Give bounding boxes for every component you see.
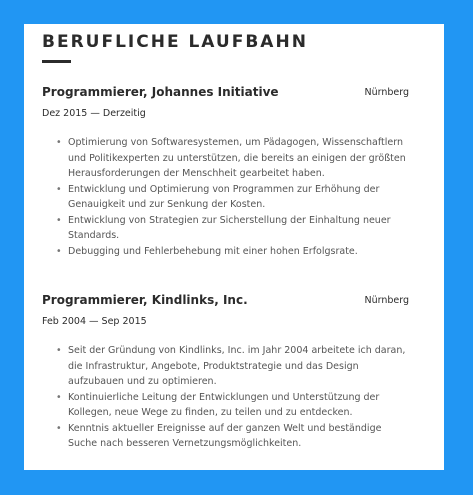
bullet-dot-icon: •: [56, 245, 62, 257]
job-bullet-text: Seit der Gründung von Kindlinks, Inc. im Jahr 2004 arbeitete ich daran, die Infrastruktur, Angebote, Produktstrategie und das Design aufzubauen und zu optimieren.: [68, 345, 406, 387]
job-location: Nürnberg: [364, 87, 409, 98]
bullet-dot-icon: •: [56, 137, 62, 148]
job-bullet: [56, 244, 409, 260]
job-bullet: [56, 421, 409, 452]
section-title: BERUFLICHE LAUFBAHN: [42, 32, 308, 52]
job-bullet-text: Entwicklung und Optimierung von Programmen zur Erhöhung der Genauigkeit und zur Senkung der Kosten.: [68, 183, 380, 210]
job-bullet: [56, 213, 409, 244]
job-header: [42, 85, 409, 103]
job-title: Programmierer, Kindlinks, Inc.: [42, 293, 248, 307]
job-bullet: [56, 182, 409, 213]
job-bullet: [56, 135, 409, 182]
bullet-dot-icon: •: [56, 183, 62, 195]
job-bullet-text: Kontinuierliche Leitung der Entwicklungen und Unterstützung der Kollegen, neue Wege zu finden, zu teilen und zu entdecken.: [68, 391, 380, 418]
resume-section-card: [24, 24, 444, 470]
bullet-dot-icon: •: [56, 422, 62, 434]
job-bullet: [56, 343, 409, 390]
bullet-dot-icon: •: [56, 214, 62, 226]
job-bullet-text: Debugging und Fehlerbehebung mit einer hohen Erfolgsrate.: [68, 245, 358, 257]
bullet-dot-icon: •: [56, 391, 62, 403]
job-bullet-text: Entwicklung von Strategien zur Sicherstellung der Einhaltung neuer Standards.: [68, 214, 391, 241]
job-dates: Feb 2004 — Sep 2015: [42, 316, 147, 327]
job-bullet-list: [42, 135, 409, 259]
job-title: Programmierer, Johannes Initiative: [42, 85, 279, 99]
job-entry: [42, 85, 409, 259]
job-bullet-text: Optimierung von Softwaresystemen, um Pädagogen, Wissenschaftlern und Politikexperten zu unterstützen, die bereits an einigen der größten Herausforderungen der Menschheit gearbeitet haben.: [68, 137, 406, 179]
job-bullet: [56, 390, 409, 421]
job-bullet-text: Kenntnis aktueller Ereignisse auf der ganzen Welt und beständige Suche nach besseren Vernetzungsmöglichkeiten.: [68, 422, 382, 449]
bullet-dot-icon: •: [56, 345, 62, 356]
job-bullet-list: [42, 343, 409, 452]
job-location: Nürnberg: [364, 295, 409, 306]
job-dates: Dez 2015 — Derzeitig: [42, 108, 146, 119]
title-underline: [42, 60, 71, 63]
job-header: [42, 293, 409, 311]
job-entry: [42, 293, 409, 452]
